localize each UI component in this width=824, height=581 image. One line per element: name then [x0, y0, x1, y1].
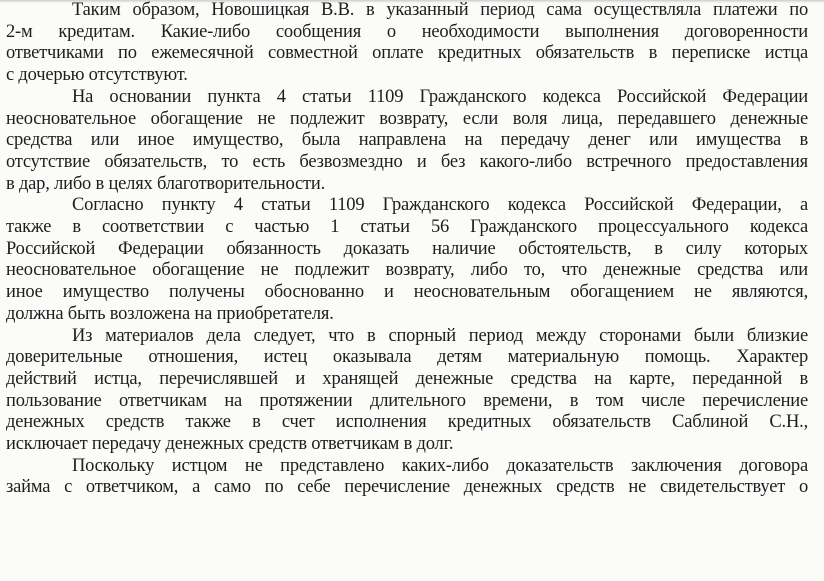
text-line: в дар, либо в целях благотворительности.	[6, 173, 326, 194]
text-line: неосновательное обогащение не подлежит возврату, либо то, что денежные средства или	[6, 260, 808, 281]
text-line: ответчиками по ежемесячной совместной оплате кредитных обязательств в переписке истца	[6, 43, 808, 64]
text-line: отсутствие обязательств, то есть безвозмездно и без какого-либо встречного предоставления	[6, 151, 808, 172]
text-line: действий истца, перечислявшей и хранящей денежные средства на карте, переданной в	[6, 368, 808, 389]
text-line: Поскольку истцом не представлено каких-либо доказательств заключения договора	[72, 455, 808, 476]
text-line: Таким образом, Новошицкая В.В. в указанный период сама осуществляла платежи по	[72, 0, 808, 20]
paragraph	[6, 195, 808, 325]
text-line: Из материалов дела следует, что в спорный период между сторонами были близкие	[72, 325, 808, 346]
text-line: пользование ответчикам на протяжении длительного времени, в том числе перечисление	[6, 390, 808, 411]
paragraph	[6, 456, 808, 499]
paragraph	[6, 326, 808, 456]
paragraph	[6, 87, 808, 196]
text-line: Российской Федерации обязанность доказать наличие обстоятельств, в силу которых	[6, 238, 808, 259]
text-line: с дочерью отсутствуют.	[6, 65, 188, 86]
text-line: также в соответствии с частью 1 статьи 56 Гражданского процессуального кодекса	[6, 217, 808, 238]
text-line: 2-м кредитам. Какие-либо сообщения о необходимости выполнения договоренности	[6, 21, 808, 42]
document-page	[6, 0, 808, 499]
text-line: должна быть возложена на приобретателя.	[6, 303, 334, 324]
text-line: Согласно пункту 4 статьи 1109 Гражданского кодекса Российской Федерации, а	[72, 195, 808, 216]
text-line: На основании пункта 4 статьи 1109 Гражданского кодекса Российской Федерации	[72, 86, 808, 107]
text-line: исключает передачу денежных средств ответчикам в долг.	[6, 434, 454, 455]
text-line: средства или иное имущество, была направлена на передачу денег или имущества в	[6, 130, 808, 151]
text-line: займа с ответчиком, а само по себе перечисление денежных средств не свидетельствует о	[6, 477, 808, 498]
text-line: неосновательное обогащение не подлежит возврату, если воля лица, передавшего денежные	[6, 108, 808, 129]
paragraph	[6, 0, 808, 87]
text-line: доверительные отношения, истец оказывала детям материальную помощь. Характер	[6, 347, 808, 368]
text-line: денежных средств также в счет исполнения кредитных обязательств Саблиной С.Н.,	[6, 412, 808, 433]
text-line: иное имущество получены обоснованно и неосновательным обогащением не являются,	[6, 282, 808, 303]
